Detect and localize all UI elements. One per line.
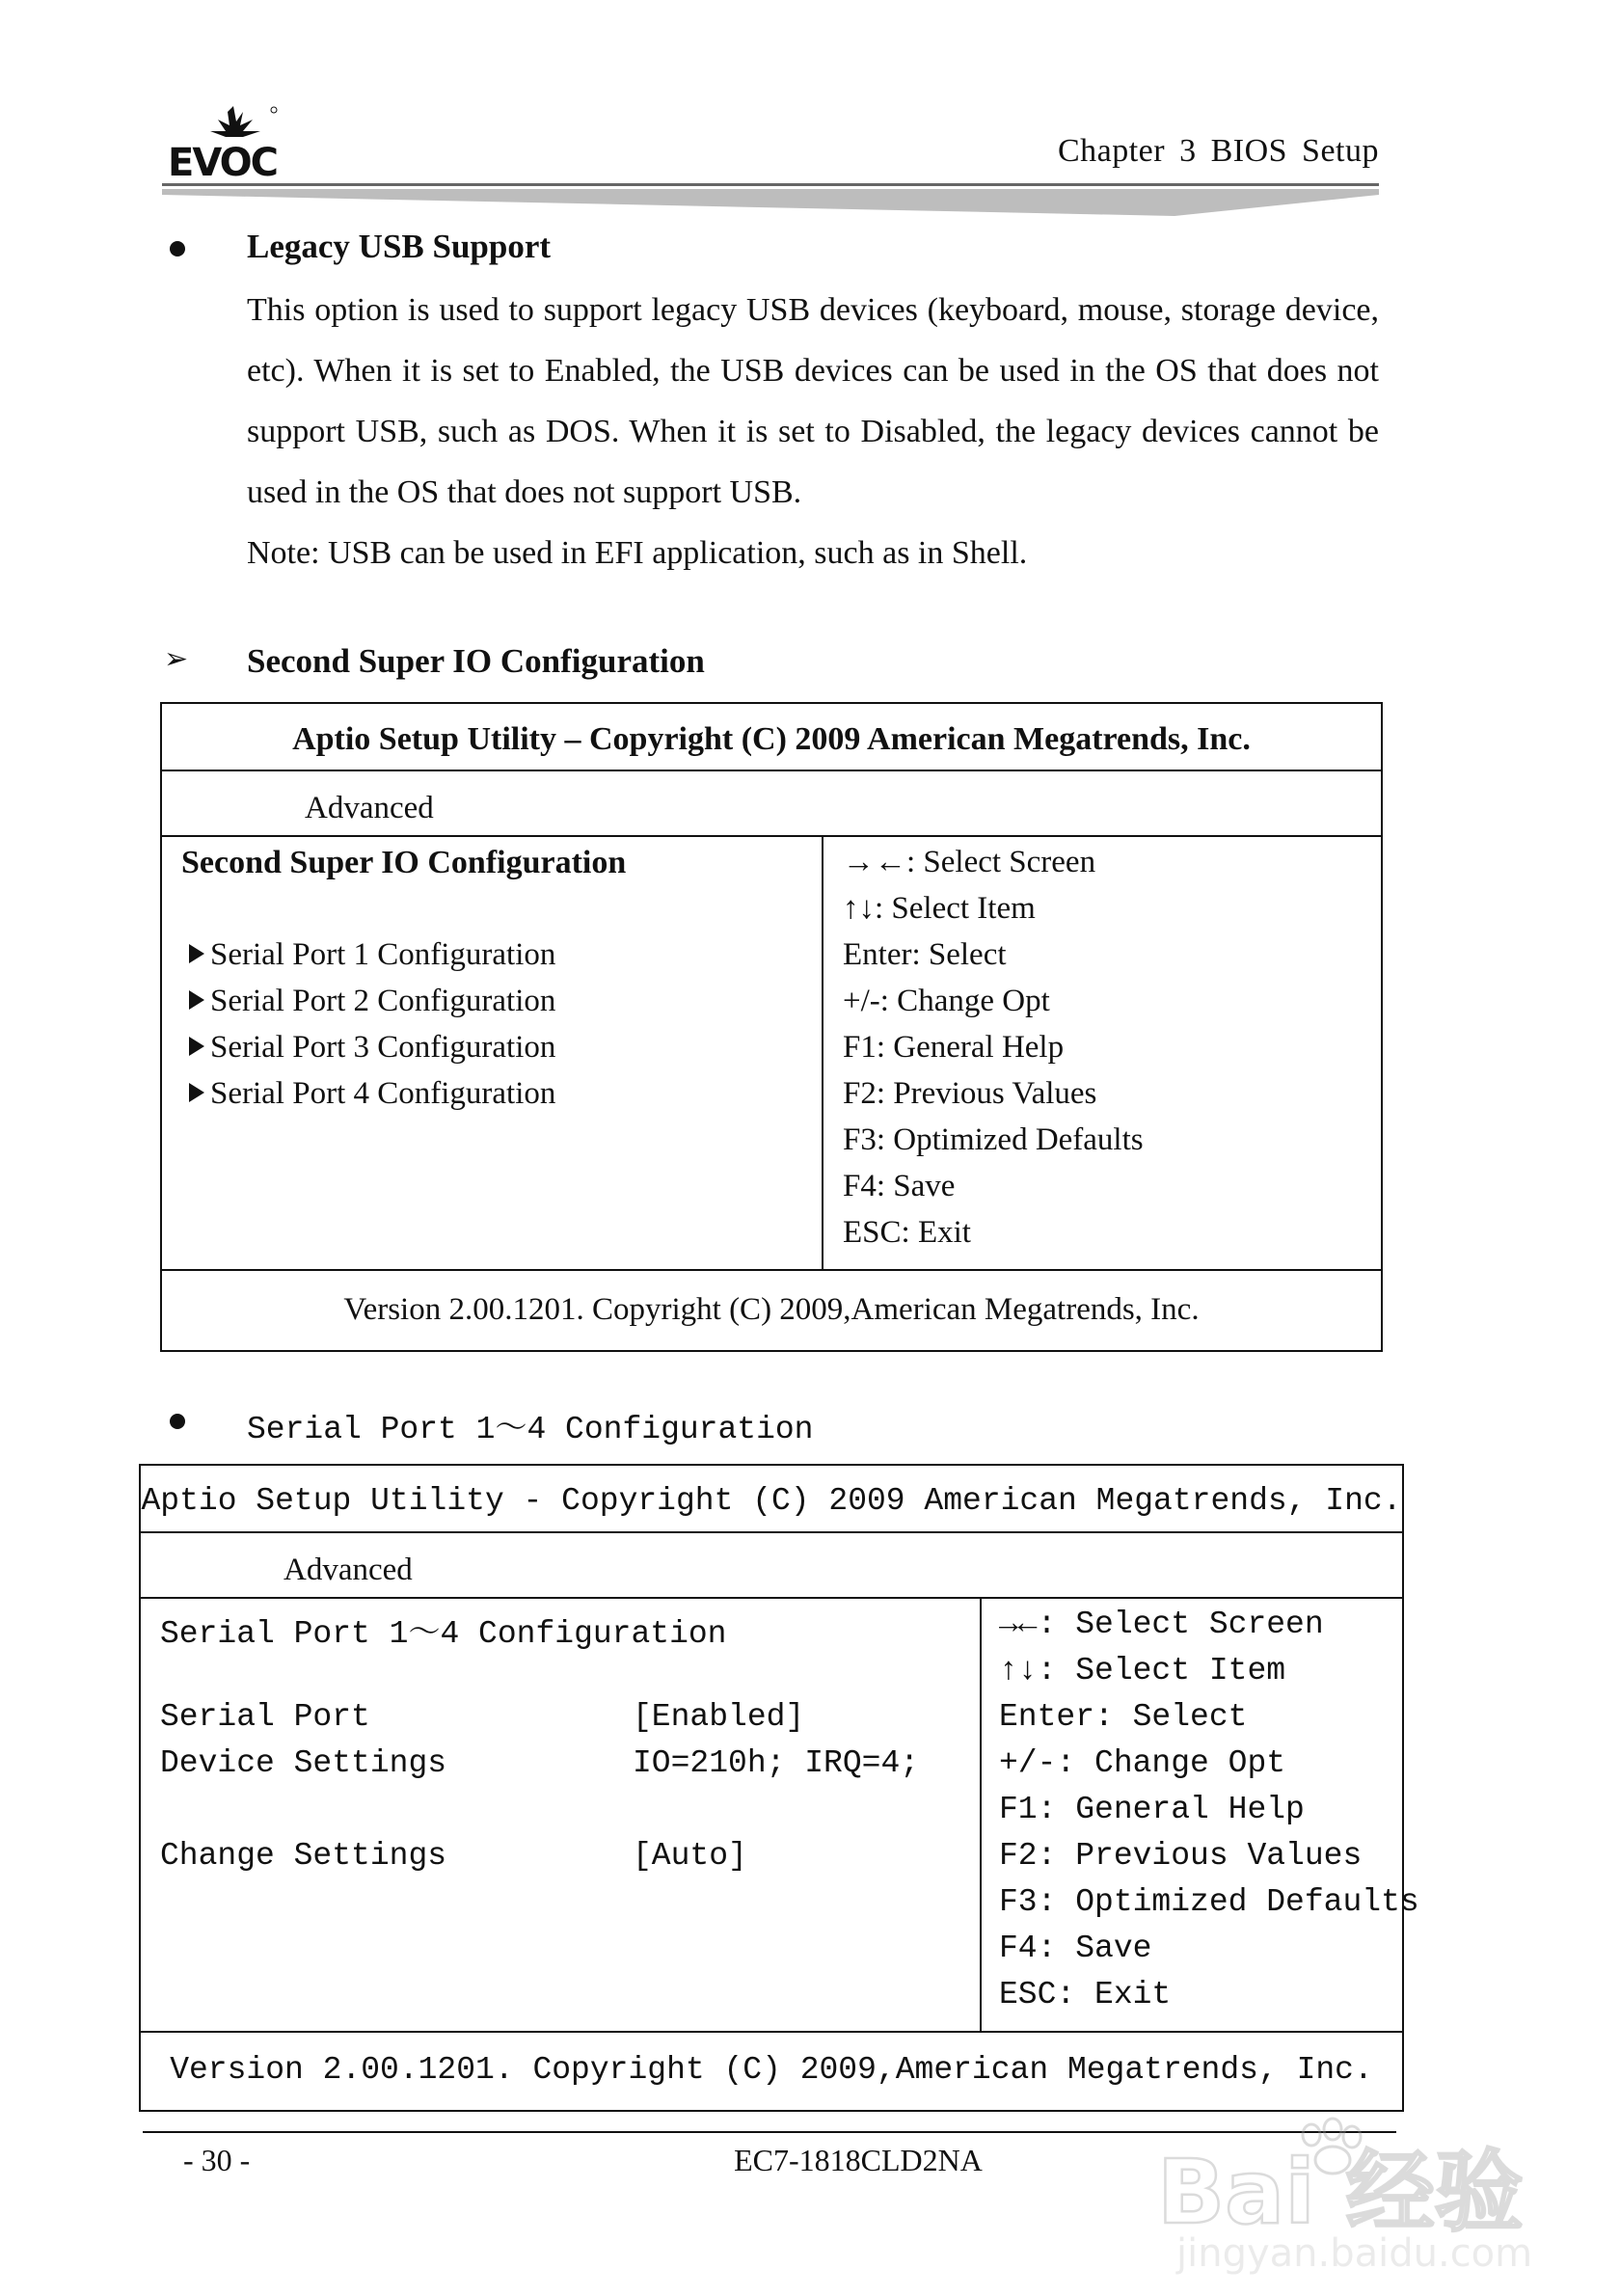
header-rule [162,183,1379,186]
legacy-usb-paragraph: This option is used to support legacy USB devices (keyboard, mouse, storage device, etc). When it is set to Enabled, the USB devices can be used in the OS that does not support USB, such as DOS. When it is set to Disabled, the legacy devices cannot be used in the OS that does not support USB. [247,292,1379,510]
evoc-logo [166,104,291,181]
svg-text:EVOC: EVOC [168,141,277,181]
menu-item-serial-port-1[interactable]: Serial Port 1 Configuration [189,937,555,973]
help-change-opt: +/-: Change Opt [843,984,1050,1018]
svg-text:jingyan.baidu.com: jingyan.baidu.com [1176,2231,1533,2276]
section-title-legacy-usb: Legacy USB Support [247,228,552,265]
section-title-second-super-io: Second Super IO Configuration [247,642,705,680]
setting-value-serial-port[interactable]: [Enabled] [633,1699,805,1735]
menu-item-serial-port-4[interactable]: Serial Port 4 Configuration [189,1076,555,1112]
chapter-title: Chapter 3 BIOS Setup [1057,133,1379,169]
setting-label-device-settings: Device Settings [160,1745,447,1781]
section-title-serial-port-config: Serial Port 1～4 Configuration [247,1412,814,1447]
bios-title: Aptio Setup Utility – Copyright (C) 2009 American Megatrends, Inc. [292,721,1251,757]
help-change-opt: +/-: Change Opt [999,1745,1286,1781]
help-f1: F1: General Help [843,1030,1065,1065]
bios-screen-second-super-io [160,702,1383,1352]
panel-title: Second Super IO Configuration [181,845,627,880]
setting-value-change-settings[interactable]: [Auto] [633,1838,747,1874]
bios-version: Version 2.00.1201. Copyright (C) 2009,American Megatrends, Inc. [170,2052,1373,2088]
bios-title-bar [162,704,1381,771]
panel-divider [822,837,824,1271]
footer-divider [162,1269,1381,1271]
help-f2: F2: Previous Values [843,1076,1097,1111]
tab-advanced[interactable]: Advanced [305,791,434,825]
bios-tab-bar [162,771,1381,837]
baidu-watermark [1148,2112,1562,2276]
help-f2: F2: Previous Values [999,1838,1363,1874]
bios-version: Version 2.00.1201. Copyright (C) 2009,American Megatrends, Inc. [343,1292,1200,1327]
bios-title: Aptio Setup Utility - Copyright (C) 2009 American Megatrends, Inc. [141,1483,1402,1519]
panel-divider [980,1599,982,2033]
submenu-arrow-icon [189,1083,204,1102]
help-esc: ESC: Exit [843,1215,971,1250]
submenu-arrow-icon [189,944,204,963]
setting-label-serial-port: Serial Port [160,1699,370,1735]
help-f1: F1: General Help [999,1792,1305,1827]
help-select-item: ↑↓: Select Item [999,1653,1286,1688]
setting-label-change-settings: Change Settings [160,1838,447,1874]
help-select-screen: →←: Select Screen [843,845,1096,879]
tab-advanced[interactable]: Advanced [284,1553,413,1587]
page-number: - 30 - [183,2143,251,2177]
bios-tab-bar [141,1533,1402,1599]
help-f3: F3: Optimized Defaults [999,1884,1419,1920]
svg-text:Bai 经验: Bai 经验 [1157,2141,1524,2244]
bios-screen-serial-port [139,1464,1419,2112]
submenu-arrow-icon [189,990,204,1010]
legacy-usb-note: Note: USB can be used in EFI application, such as in Shell. [247,535,1028,571]
help-f3: F3: Optimized Defaults [843,1122,1144,1157]
panel-title: Serial Port 1～4 Configuration [160,1616,727,1652]
help-enter: Enter: Select [843,937,1007,972]
submenu-arrow-icon [189,1037,204,1056]
help-select-screen: →←: Select Screen [999,1607,1324,1642]
footer-divider [141,2031,1402,2033]
bullet-icon [170,241,185,257]
bios-title-bar [141,1466,1402,1533]
menu-item-serial-port-2[interactable]: Serial Port 2 Configuration [189,984,555,1019]
model-number: EC7-1818CLD2NA [734,2143,983,2177]
setting-value-device-settings: IO=210h; IRQ=4; [633,1745,920,1781]
help-select-item: ↑↓: Select Item [843,891,1036,926]
help-esc: ESC: Exit [999,1977,1172,2012]
bullet-icon [170,1414,185,1429]
menu-item-serial-port-3[interactable]: Serial Port 3 Configuration [189,1030,555,1066]
arrow-bullet-icon: ➢ [164,643,189,675]
help-f4: F4: Save [999,1931,1152,1966]
header-band [162,189,1379,216]
help-f4: F4: Save [843,1169,956,1203]
help-enter: Enter: Select [999,1699,1248,1735]
